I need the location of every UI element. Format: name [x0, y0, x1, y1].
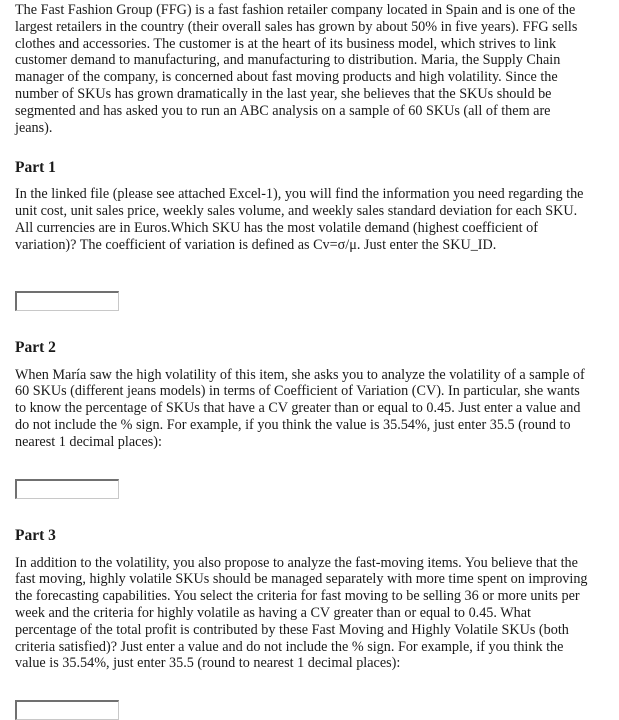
- part-1-answer-input[interactable]: [15, 291, 119, 311]
- part-2-question-text: When María saw the high volatility of this item, she asks you to analyze the volatility of a sample of 60 SKUs (different jeans models) in terms of Coefficient of Variation (CV). In particular, she wants to know the percentage of SKUs that have a CV greater than or equal to 0.45. Just enter a value and do not include the % sign. For example, if you think the value is 35.54%, just enter 35.5 (round to nearest 1 decimal places):: [15, 366, 585, 450]
- question-content: [15, 2, 589, 720]
- part-1-question-text: In the linked file (please see attached Excel-1), you will find the information you need regarding the unit cost, unit sales price, weekly sales volume, and weekly sales standard deviation for each SKU. All currencies are in Euros.Which SKU has the most volatile demand (highest coefficient of variation)? The coefficient of variation is defined as Cv=σ/μ. Just enter the SKU_ID.: [15, 186, 584, 253]
- part-3-answer-input[interactable]: [15, 700, 119, 720]
- intro-paragraph: The Fast Fashion Group (FFG) is a fast fashion retailer company located in Spain and is one of the largest retailers in the country (their overall sales has grown by about 50% in five years). FFG sells clothes and accessories. The customer is at the heart of its business model, which strives to link customer demand to manufacturing, and manufacturing to distribution. Maria, the Supply Chain manager of the company, is concerned about fast moving products and high volatility. Since the number of SKUs has grown dramatically in the last year, she believes that the SKUs should be segmented and has asked you to run an ABC analysis on a sample of 60 SKUs (all of them are jeans).: [15, 2, 578, 136]
- part-3-question-text: In addition to the volatility, you also propose to analyze the fast-moving items. You believe that the fast moving, highly volatile SKUs should be managed separately with more time spent on improving the forecasting capabilities. You select the criteria for fast moving to be selling 36 or more units per week and the criteria for highly volatile as having a CV greater than or equal to 0.45. What percentage of the total profit is contributed by these Fast Moving and Highly Volatile SKUs (both criteria satisfied)? Just enter a value and do not include the % sign. For example, if you think the value is 35.54%, just enter 35.5 (round to nearest 1 decimal places):: [15, 554, 588, 672]
- part-1-heading: Part 1: [15, 159, 56, 177]
- part-2-answer-input[interactable]: [15, 479, 119, 499]
- part-2-heading: Part 2: [15, 338, 56, 356]
- part-3-heading: Part 3: [15, 526, 56, 544]
